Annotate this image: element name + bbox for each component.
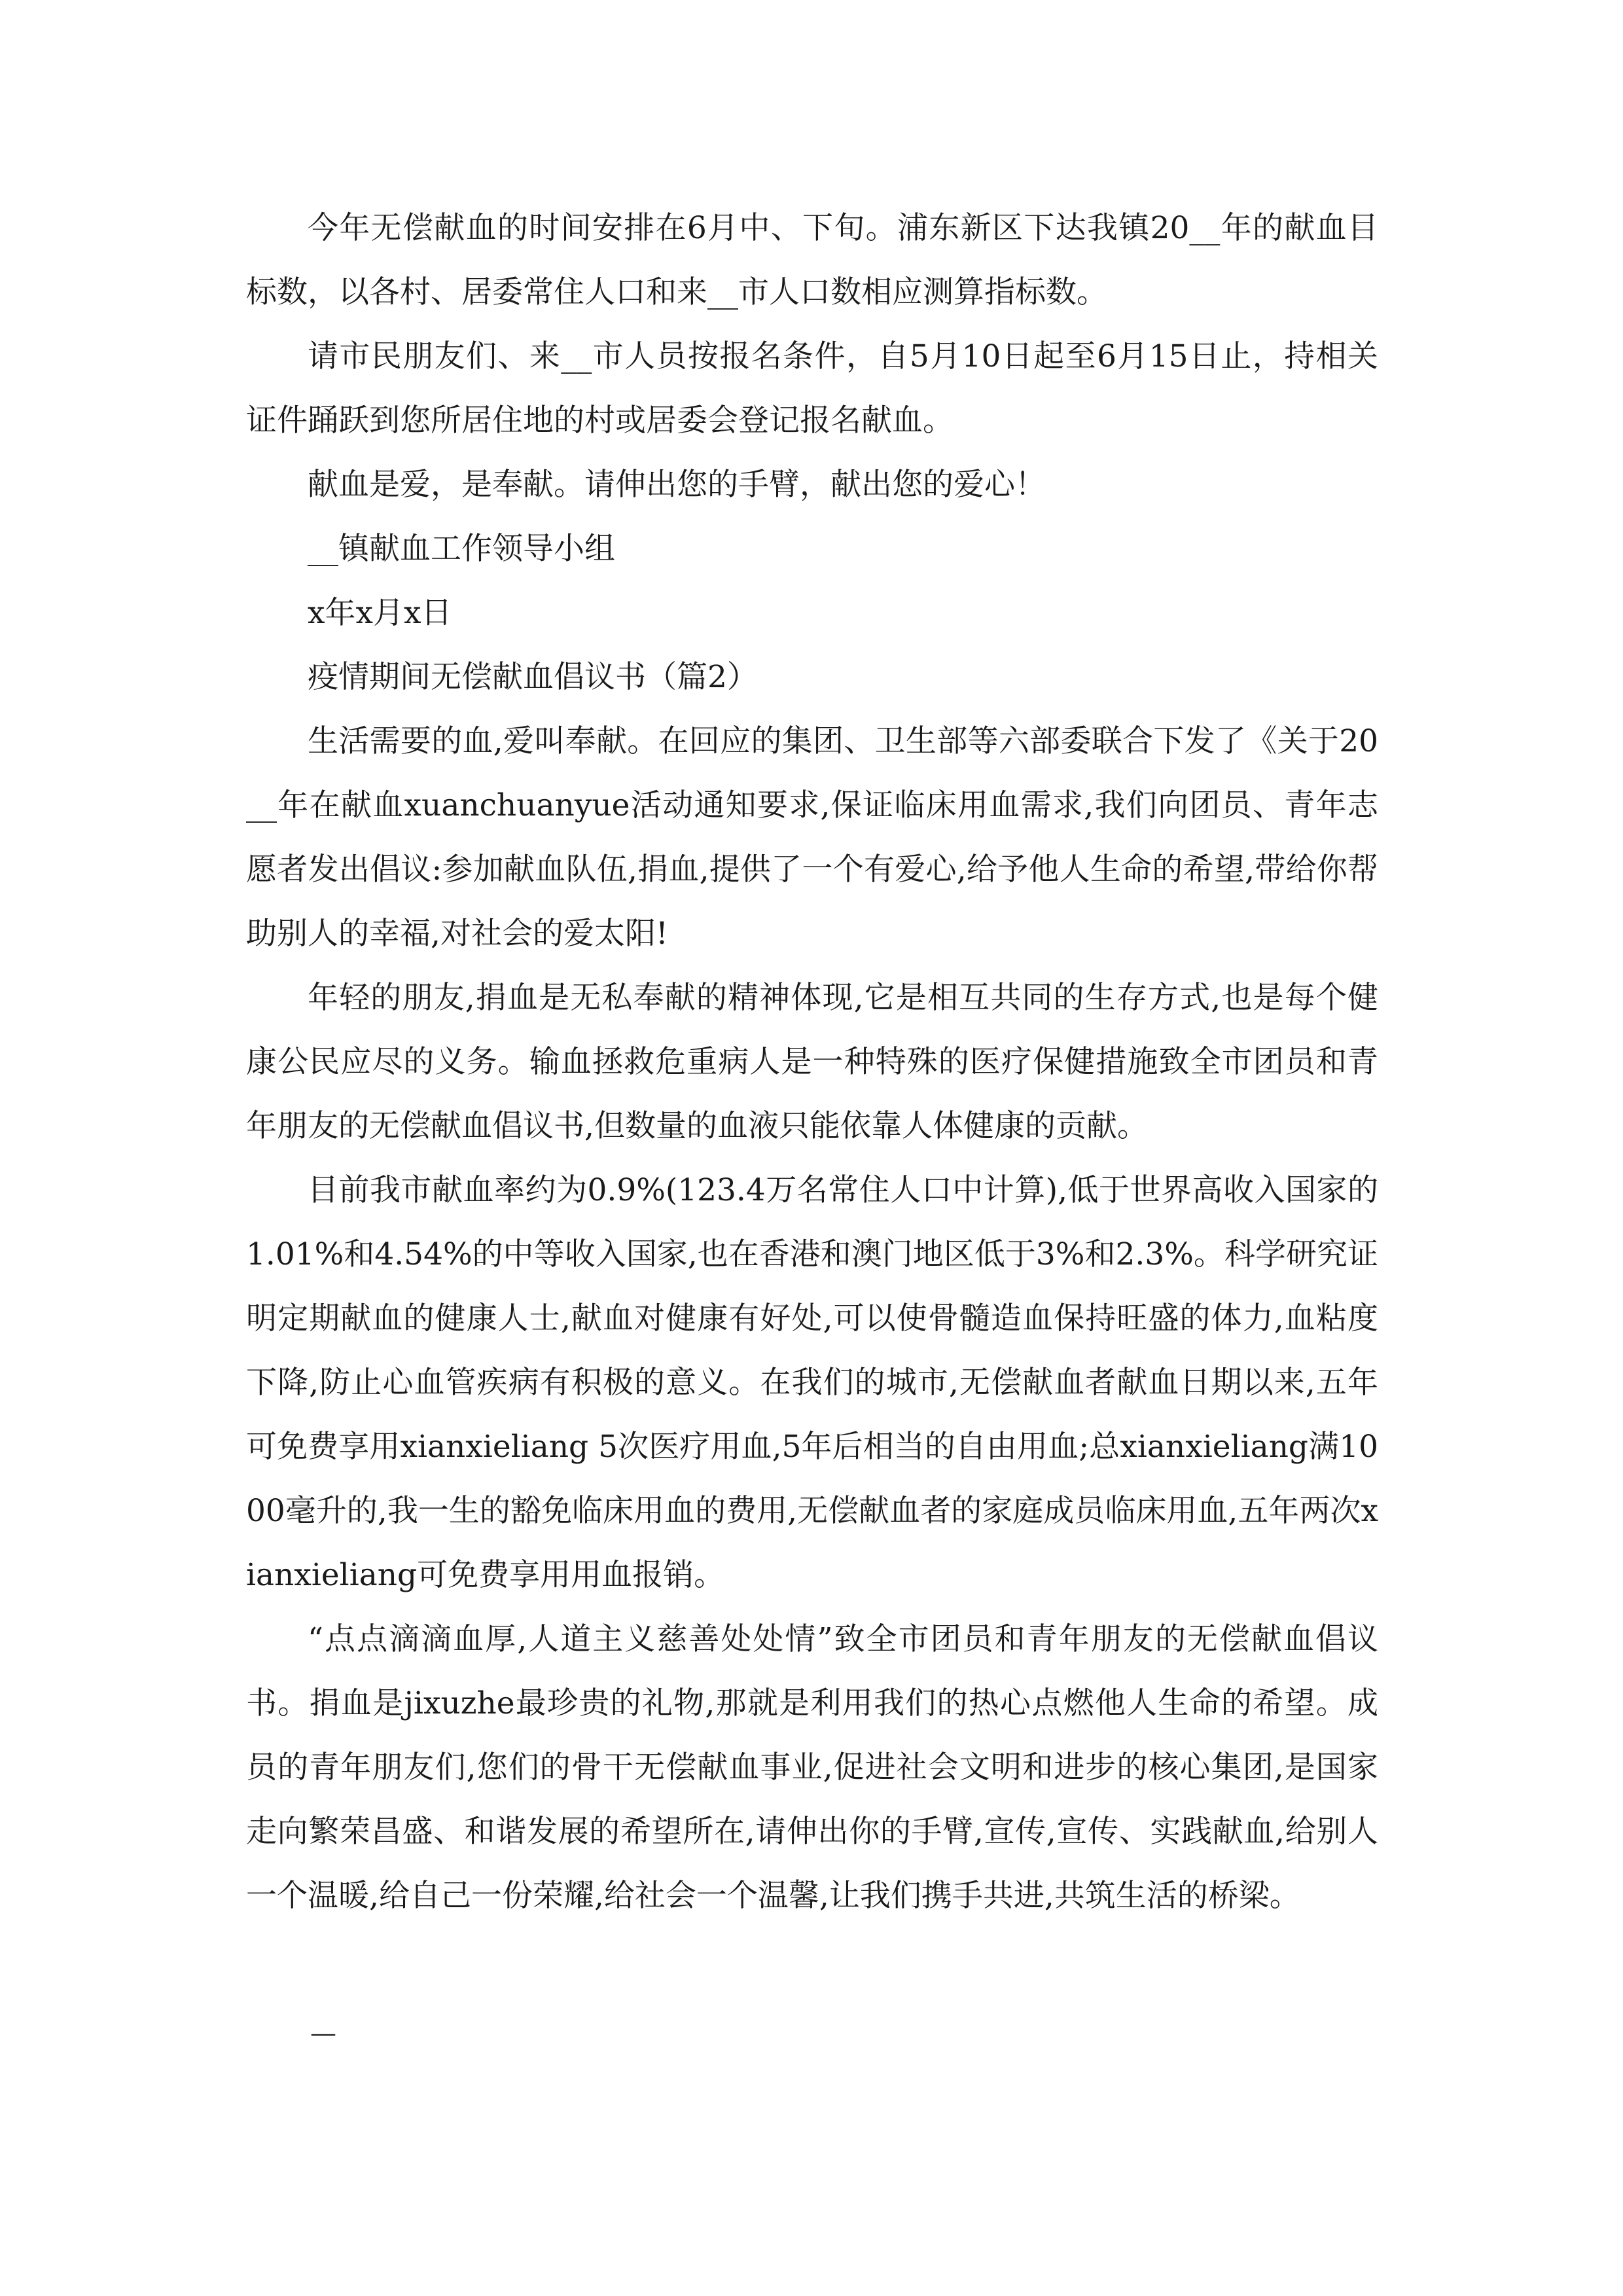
paragraph-schedule: 今年无偿献血的时间安排在6月中、下旬。浦东新区下达我镇20__年的献血目标数，以各村、居委常住人口和来__市人口数相应测算指标数。 — [246, 210, 1378, 310]
paragraph-appeal: 献血是爱，是奉献。请伸出您的手臂，献出您的爱心！ — [308, 467, 1046, 503]
paragraph-intro: 生活需要的血,爱叫奉献。在回应的集团、卫生部等六部委联合下发了《关于20__年在献血xuanchuanyue活动通知要求,保证临床用血需求,我们向团员、青年志愿者发出倡议:参加献血队伍,捐血,提供了一个有爱心,给予他人生命的希望,带给你帮助别人的幸福,对社会的爱太阳! — [246, 723, 1378, 952]
document-body — [246, 196, 1378, 1928]
section-title: 疫情期间无偿献血倡议书（篇2） — [308, 659, 758, 695]
signature-organization: __镇献血工作领导小组 — [308, 531, 615, 567]
signature-date: x年x月x日 — [308, 595, 452, 631]
paragraph-registration: 请市民朋友们、来__市人员按报名条件，自5月10日起至6月15日止，持相关证件踊跃到您所居住地的村或居委会登记报名献血。 — [246, 338, 1378, 439]
footer-dash: — — [310, 2018, 336, 2049]
paragraph-closing: “点点滴滴血厚,人道主义慈善处处情”致全市团员和青年朋友的无偿献血倡议书。捐血是jixuzhe最珍贵的礼物,那就是利用我们的热心点燃他人生命的希望。成员的青年朋友们,您们的骨干无偿献血事业,促进社会文明和进步的核心集团,是国家走向繁荣昌盛、和谐发展的希望所在,请伸出你的手臂,宣传,宣传、实践献血,给别人一个温暖,给自己一份荣耀,给社会一个温馨,让我们携手共进,共筑生活的桥梁。 — [246, 1621, 1378, 1914]
paragraph-statistics: 目前我市献血率约为0.9%(123.4万名常住人口中计算),低于世界高收入国家的1.01%和4.54%的中等收入国家,也在香港和澳门地区低于3%和2.3%。科学研究证明定期献血的健康人士,献血对健康有好处,可以使骨髓造血保持旺盛的体力,血粘度下降,防止心血管疾病有积极的意义。在我们的城市,无偿献血者献血日期以来,五年可免费享用xianxieliang 5次医疗用血,5年后相当的自由用血;总xianxieliang满1000毫升的,我一生的豁免临床用血的费用,无偿献血者的家庭成员临床用血,五年两次xianxieliang可免费享用用血报销。 — [246, 1172, 1378, 1593]
paragraph-young-friends: 年轻的朋友,捐血是无私奉献的精神体现,它是相互共同的生存方式,也是每个健康公民应尽的义务。输血拯救危重病人是一种特殊的医疗保健措施致全市团员和青年朋友的无偿献血倡议书,但数量的血液只能依靠人体健康的贡献。 — [246, 980, 1378, 1144]
